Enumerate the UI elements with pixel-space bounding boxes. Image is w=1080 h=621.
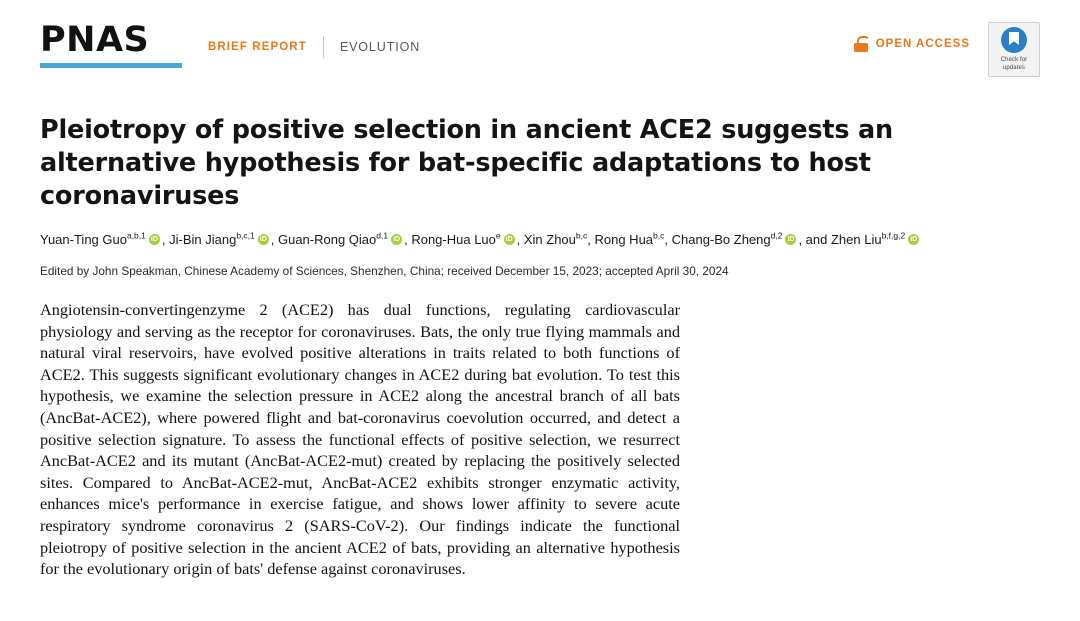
logo-underline-rule: [40, 63, 182, 68]
author-separator: ,: [587, 232, 595, 248]
header-divider: [323, 36, 324, 58]
orcid-icon[interactable]: [908, 234, 919, 245]
author-name: Guan-Rong Qiao: [277, 232, 377, 248]
journal-header: [40, 22, 1040, 88]
orcid-icon[interactable]: [391, 234, 402, 245]
author-name: Ji-Bin Jiang: [169, 232, 237, 248]
orcid-icon[interactable]: [504, 234, 515, 245]
author-affiliation-marker: a,b,1: [126, 230, 146, 241]
author-name: Zhen Liu: [830, 232, 882, 248]
author-name: Yuan-Ting Guo: [40, 232, 127, 248]
crossmark-line1: Check for: [1000, 57, 1028, 63]
author-entry[interactable]: [672, 232, 799, 247]
author-separator: ,: [516, 232, 524, 248]
author-name: Rong-Hua Luo: [411, 232, 496, 248]
author-entry[interactable]: [411, 232, 516, 247]
author-entry[interactable]: [278, 232, 404, 247]
author-name: Chang-Bo Zheng: [671, 232, 771, 248]
author-separator: ,: [161, 232, 170, 248]
author-affiliation-marker: e: [495, 230, 501, 241]
author-entry[interactable]: [594, 232, 664, 247]
abstract-text: Angiotensin-convertingenzyme 2 (ACE2) has dual functions, regulating cardiovascular physiology and serving as the receptor for coronaviruses. Bats, the only true flying mammals and natural viral reservoirs, have evolved positive alterations in traits related to both functions of ACE2. This suggests significant evolutionary changes in ACE2 during bat evolution. To test this hypothesis, we examine the selection pressure in ACE2 along the ancestral branch of all bats (AncBat-ACE2), where powered flight and bat-coronavirus coevolution occurred, and detect a positive selection signature. To assess the functional effects of positive selection, we resurrect AncBat-ACE2 and its mutant (AncBat-ACE2-mut) created by replacing the positively selected sites. Compared to AncBat-ACE2-mut, AncBat-ACE2 exhibits stronger enzymatic activity, enhances mice's performance in exercise fatigue, and shows lower affinity to severe acute respiratory syndrome coronavirus 2 (SARS-CoV-2). Our findings indicate the functional pleiotropy of positive selection in the ancient ACE2 of bats, providing an alternative hypothesis for the evolutionary origin of bats' defense against coronaviruses.: [40, 300, 680, 579]
author-separator: ,: [404, 232, 412, 248]
author-entry[interactable]: [40, 232, 162, 247]
article-type-label: BRIEF REPORT: [208, 41, 307, 53]
pnas-logo[interactable]: [40, 22, 188, 68]
orcid-icon[interactable]: [785, 234, 796, 245]
crossmark-badge[interactable]: [988, 22, 1040, 77]
author-affiliation-marker: b,c,1: [236, 230, 255, 241]
pnas-logo-text: PNAS: [40, 20, 150, 60]
author-separator: , and: [798, 232, 831, 248]
editor-history-line: Edited by John Speakman, Chinese Academy of Sciences, Shenzhen, China; received December 15, 2023; accepted April 30, 2024: [40, 264, 729, 279]
subject-section-label: EVOLUTION: [339, 40, 421, 54]
author-affiliation-marker: d,2: [770, 230, 783, 241]
author-affiliation-marker: b,c: [653, 230, 665, 241]
author-entry[interactable]: [169, 232, 271, 247]
author-affiliation-marker: b,c: [575, 230, 588, 241]
crossmark-icon: [1001, 27, 1027, 53]
author-entry[interactable]: [524, 232, 587, 247]
crossmark-line2: updates: [1002, 65, 1026, 71]
open-access-label: OPEN ACCESS: [875, 38, 970, 50]
author-name: Xin Zhou: [523, 232, 576, 248]
author-affiliation-marker: d,1: [376, 230, 389, 241]
author-separator: ,: [270, 232, 278, 248]
orcid-icon[interactable]: [149, 234, 160, 245]
header-labels: [208, 36, 854, 58]
open-access-badge[interactable]: [854, 36, 970, 52]
orcid-icon[interactable]: [258, 234, 269, 245]
article-title: Pleiotropy of positive selection in ancient ACE2 suggests an alternative hypothesis for bat-specific adaptations to host coronaviruses: [40, 115, 893, 211]
author-separator: ,: [664, 232, 672, 248]
author-name: Rong Hua: [594, 232, 654, 248]
open-lock-icon: [854, 36, 869, 52]
author-affiliation-marker: b,f,g,2: [881, 230, 906, 241]
author-list: [40, 230, 1040, 249]
author-entry[interactable]: [831, 232, 921, 247]
